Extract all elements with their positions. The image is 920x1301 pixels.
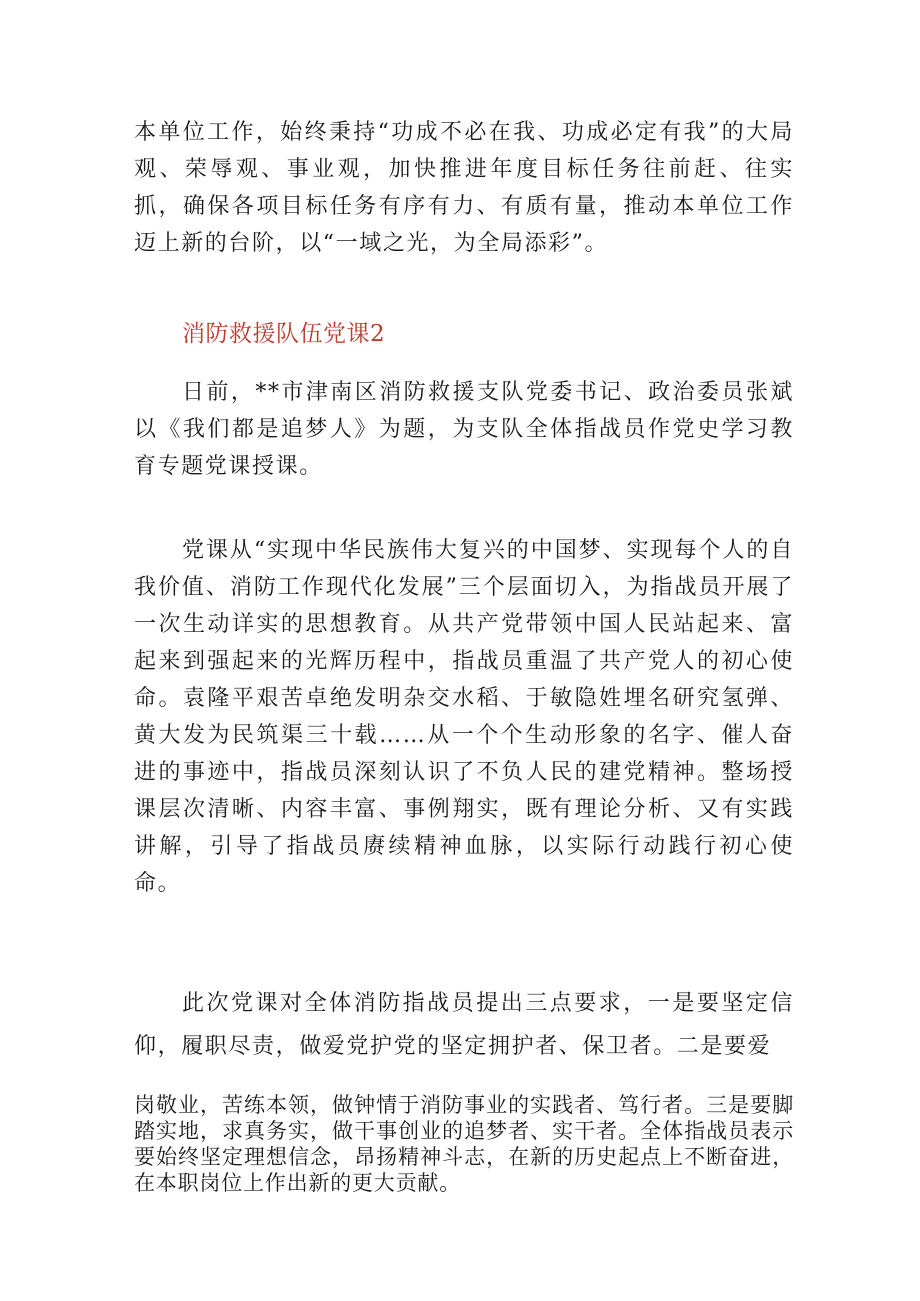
section-heading: 消防救援队伍党课2	[182, 321, 386, 347]
paragraph-intro: 日前，**市津南区消防救援支队党委书记、政治委员张斌以《我们都是追梦人》为题，为支队全体指战员作党史学习教育专题党课授课。	[134, 380, 794, 479]
paragraph-continued: 本单位工作，始终秉持“功成不必在我、功成必定有我”的大局观、荣辱观、事业观，加快推进年度目标任务往前赶、往实抓，确保各项目标任务有序有力、有质有量，推动本单位工作迈上新的台阶，以“一域之光，为全局添彩”。	[134, 120, 794, 256]
paragraph-requirements-continued: 岗敬业，苦练本领，做钟情于消防事业的实践者、笃行者。三是要脚踏实地，求真务实，做干事创业的追梦者、实干者。全体指战员表示要始终坚定理想信念，昂扬精神斗志，在新的历史起点上不断奋进，在本职岗位上作出新的更大贡献。	[134, 1093, 794, 1195]
paragraph-content: 党课从“实现中华民族伟大复兴的中国梦、实现每个人的自我价值、消防工作现代化发展”三个层面切入，为指战员开展了一次生动详实的思想教育。从共产党带领中国人民站起来、富起来到强起来的光辉历程中，指战员重温了共产党人的初心使命。袁隆平艰苦卓绝发明杂交水稻、于敏隐姓埋名研究氢弹、黄大发为民筑渠三十载……从一个个生动形象的名字、催人奋进的事迹中，指战员深刻认识了不负人民的建党精神。整场授课层次清晰、内容丰富、事例翔实，既有理论分析、又有实践讲解，引导了指战员赓续精神血脉，以实际行动践行初心使命。	[134, 538, 794, 896]
paragraph-requirements: 此次党课对全体消防指战员提出三点要求，一是要坚定信仰，履职尽责，做爱党护党的坚定拥护者、保卫者。二是要爱	[134, 991, 794, 1059]
